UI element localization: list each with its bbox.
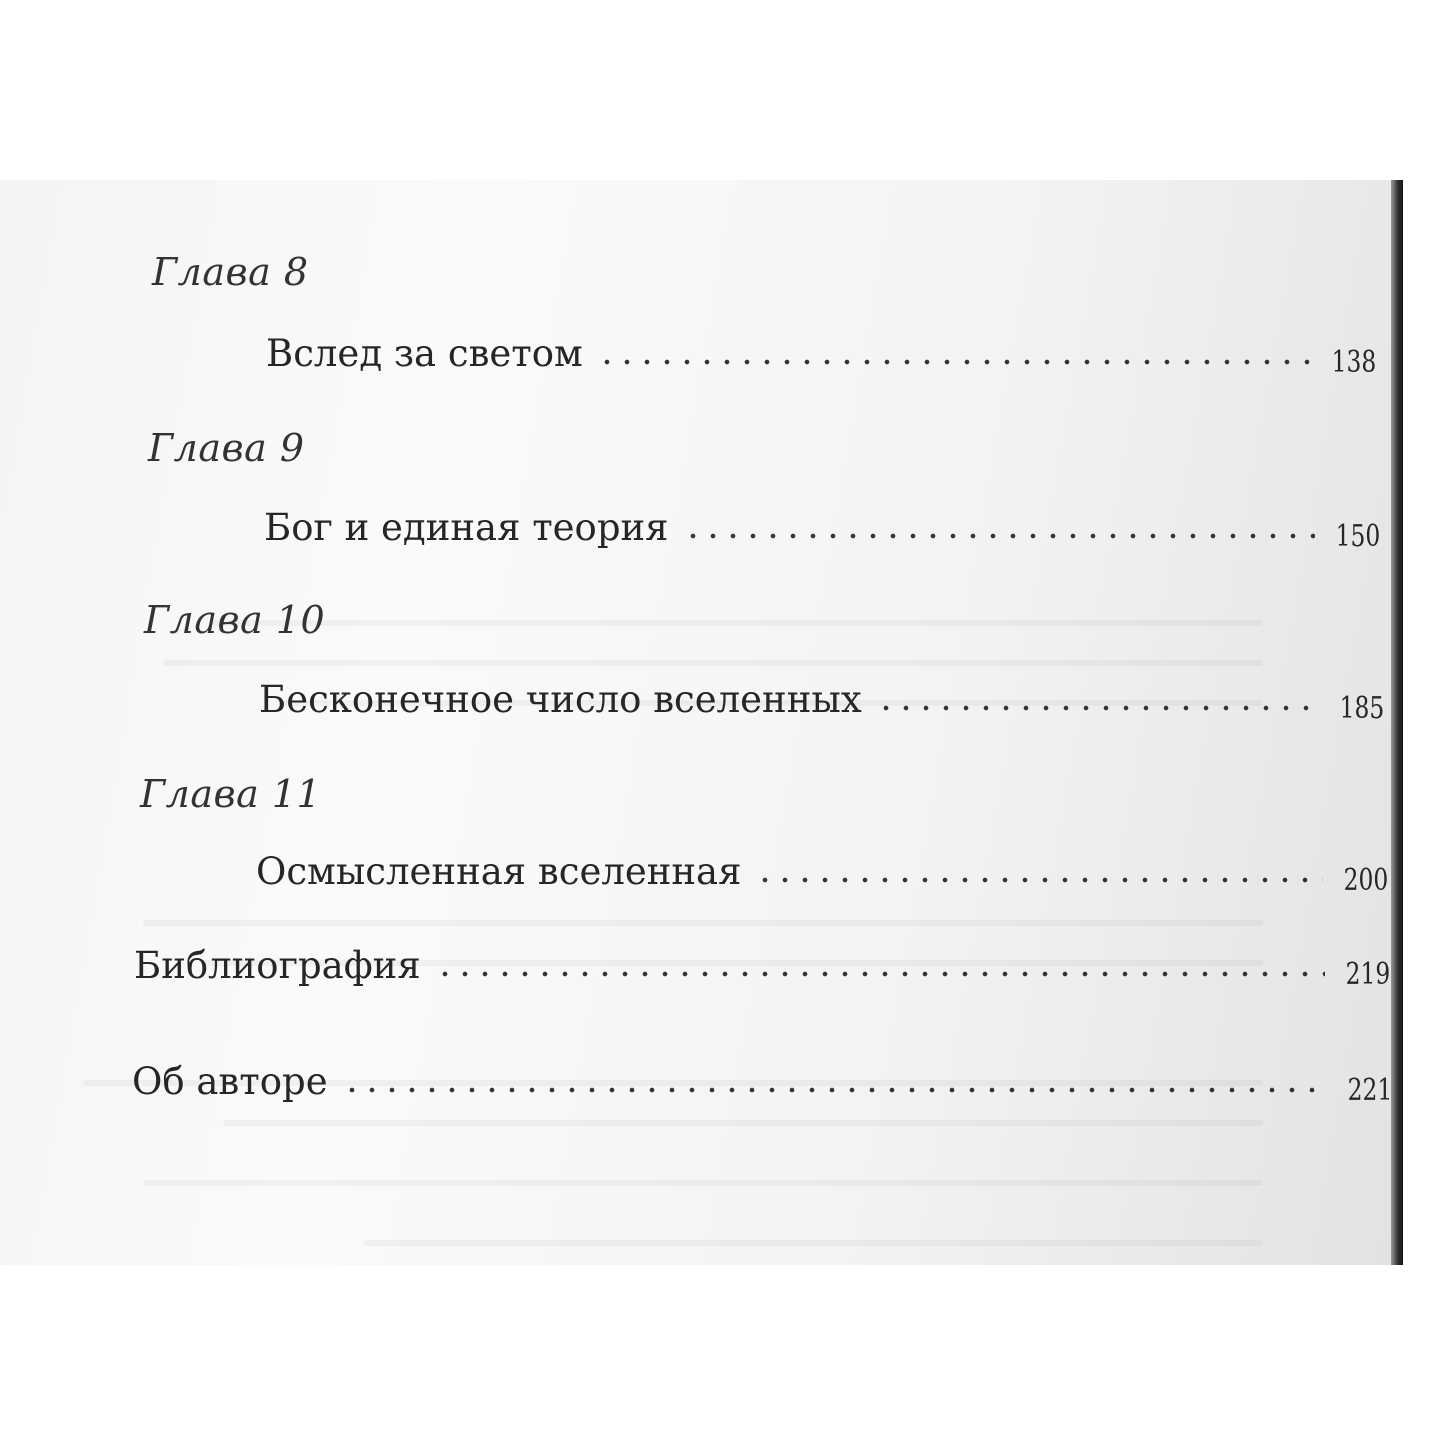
toc-entry-chapter-9 (264, 506, 1380, 554)
toc-entry-title: Осмысленная вселенная (256, 850, 742, 893)
book-page-photo (0, 180, 1403, 1265)
toc-entry-title: Вслед за светом (266, 332, 583, 375)
dot-leader (683, 533, 1315, 539)
chapter-9-label: Глава 9 (148, 426, 305, 470)
toc-entry-page: 150 (1335, 519, 1380, 554)
book-spine-shadow (1391, 180, 1403, 1265)
chapter-8-label: Глава 8 (152, 250, 309, 294)
toc-entry-chapter-11 (256, 850, 1388, 898)
dot-leader (342, 1087, 1327, 1093)
toc-entry-chapter-8 (266, 332, 1376, 380)
toc-entry-title: Бесконечное число вселенных (259, 678, 862, 721)
dot-leader (876, 705, 1319, 711)
toc-entry-title: Бог и единая теория (264, 506, 669, 549)
toc-entry-page: 221 (1347, 1073, 1392, 1108)
toc-entry-page: 138 (1331, 345, 1376, 380)
chapter-11-label: Глава 11 (140, 772, 322, 816)
dot-leader (597, 359, 1311, 365)
toc-entry-title: Об авторе (132, 1060, 328, 1103)
toc-entry-title: Библиография (134, 944, 421, 987)
toc-entry-about-author (132, 1060, 1392, 1108)
dot-leader (435, 971, 1325, 977)
toc-entry-page: 219 (1345, 957, 1390, 992)
dot-leader (755, 877, 1322, 883)
toc-entry-bibliography (134, 944, 1390, 992)
chapter-10-label: Глава 10 (144, 598, 326, 642)
toc-entry-chapter-10 (259, 678, 1384, 726)
toc-entry-page: 185 (1339, 691, 1384, 726)
toc-entry-page: 200 (1343, 863, 1388, 898)
